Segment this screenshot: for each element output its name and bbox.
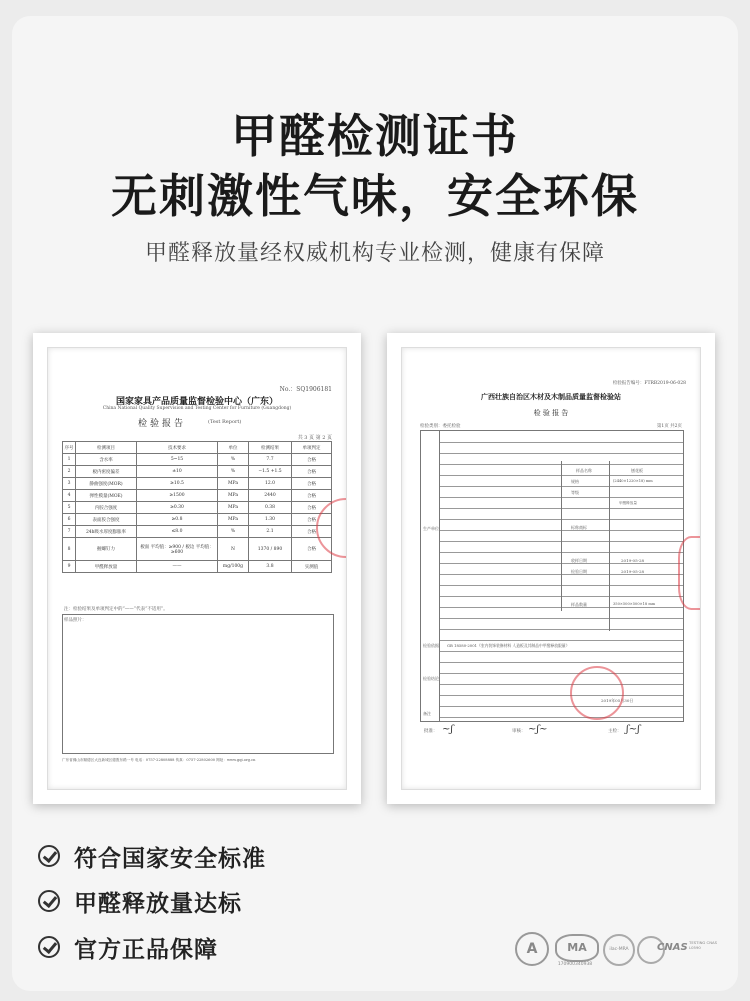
standard: GB 18580-2001《室内装饰装修材料 人造板及其制品中甲醛释放限量》 [447,643,570,648]
table-rule [439,662,683,663]
table-cell: 7.7 [249,454,292,466]
table-cell: 合格 [292,466,332,478]
report-number: 检验报告编号：FTRB2019-06-028 [612,381,686,386]
table-cell: 1370 / 890 [249,538,292,561]
table-cell: 合格 [292,514,332,526]
table-cell: 合格 [292,454,332,466]
product-name: 刨花板 [631,468,643,473]
table-cell: 8 [63,538,76,561]
table-row [63,538,332,561]
table-cell: 静曲强度(MOR) [76,478,137,490]
test-item: 甲醛释放量 [619,501,637,505]
column-header: 单项判定 [292,442,332,454]
check-circle-icon [38,936,60,958]
table-cell: 7 [63,526,76,538]
certificate-document-right [401,347,701,790]
official-seal [570,666,624,720]
table-cell: ≥10.5 [137,478,218,490]
test-type: 检验类别：委托检验 [420,424,461,429]
report-number: No.：SQ1906181 [279,386,332,393]
table-row [63,490,332,502]
table-cell: mg/100g [218,561,249,573]
table-cell: 甲醛释放量 [76,561,137,573]
certificate-frame-right [387,333,715,804]
report-title-en: (Test Report) [208,419,242,425]
sample-size: 350×500×500×18 mm [613,602,656,606]
table-rule [439,442,683,443]
cnas-subtext: TESTING CNAS L0590 [689,940,718,950]
table-cell: % [218,454,249,466]
table-cell: N [218,538,249,561]
table-rule [439,640,683,641]
label-received: 收样日期 [571,558,587,563]
certification-logos [515,932,725,968]
label-spec: 规格 [571,479,579,484]
table-cell: 板面 平均值：≥900 / 板边 平均值：≥600 [137,538,218,561]
conclusion-date: 2019年05月30日 [601,698,634,703]
received-date: 2019-05-28 [621,558,645,563]
table-cell: 握螺钉力 [76,538,137,561]
inspected-date: 2019-05-28 [621,569,645,574]
table-rule [439,629,683,630]
table-cell: 实测值 [292,561,332,573]
table-cell: MPa [218,490,249,502]
table-row [63,561,332,573]
table-cell: 3.8 [249,561,292,573]
ilac-logo-icon: ilac-MRA [603,934,635,966]
table-cell: 2 [63,466,76,478]
signature-inspector: ʃ~ʃ [626,724,640,735]
org-name: 广西壮族自治区木材及木制品质量监督检验站 [481,392,621,401]
table-rule [439,706,683,707]
table-rule [439,695,683,696]
info-table [420,430,684,722]
page-title-line2: 无刺激性气味，安全环保 [111,169,639,223]
spec-value: (2440×1220×18) mm [613,479,653,483]
table-row [63,466,332,478]
table-cell: ±10 [137,466,218,478]
page-info: 第1页 共2页 [656,424,682,429]
table-cell: MPa [218,514,249,526]
label-producer: 生产单位 [423,526,439,531]
table-cell: 合格 [292,538,332,561]
cma-number: 170900340938 [557,962,593,967]
table-cell: ≥0.30 [137,502,218,514]
feature-label: 甲醛释放量达标 [74,890,242,917]
table-cell: 12.0 [249,478,292,490]
feature-label: 符合国家安全标准 [74,845,266,872]
label-grade: 等级 [571,490,579,495]
table-cell: 1.30 [249,514,292,526]
table-row [63,454,332,466]
label-standard: 检验依据 [423,643,439,648]
label-brand: 标称商标 [571,525,587,530]
table-cell: 含水率 [76,454,137,466]
table-cell: ≤8.0 [137,526,218,538]
org-name-en: China National Quality Supervision and Testing Center for Furniture (Guangdong) [102,406,292,411]
table-cell: 合格 [292,502,332,514]
table-cell: 9 [63,561,76,573]
table-cell: 弹性模量(MOE) [76,490,137,502]
report-title: 检验报告 [138,419,187,429]
table-cell: —— [137,561,218,573]
page-subtitle: 甲醛释放量经权威机构专业检测，健康有保障 [144,241,605,266]
check-circle-icon [38,845,60,867]
side-seal [678,536,701,610]
table-row [63,514,332,526]
label-remark: 备注 [423,711,431,716]
label-inspected: 检验日期 [571,569,587,574]
table-rule [439,618,683,619]
sign-label-approve: 批准： [424,729,438,734]
table-cell: 表面胶合强度 [76,514,137,526]
table-cell: 6 [63,514,76,526]
column-header: 检测结果 [249,442,292,454]
table-rule [439,651,683,652]
table-rule [439,717,683,718]
column-header: 技术要求 [137,442,218,454]
table-cell: 合格 [292,478,332,490]
feature-label: 官方正品保障 [74,936,218,963]
table-cell: 5~15 [137,454,218,466]
label-sample-size: 样品数量 [571,602,587,607]
table-row [63,502,332,514]
table-cell: 1 [63,454,76,466]
page-info: 共 3 页 第 2 页 [297,435,332,441]
check-circle-icon [38,890,60,912]
cma-logo-icon: MA [555,934,599,962]
table-cell: 合格 [292,490,332,502]
sign-label-review: 审核： [512,729,526,734]
a-logo-icon: A [515,932,549,966]
table-cell: 2.1 [249,526,292,538]
feature-item [38,884,242,918]
results-table [62,441,332,573]
table-cell: MPa [218,502,249,514]
table-cell: 4 [63,490,76,502]
label-conclusion: 检验结论 [423,676,439,681]
table-cell: MPa [218,478,249,490]
cnas-logo: CNAS [657,942,688,953]
column-header: 序号 [63,442,76,454]
table-rule [439,453,683,454]
certificate-document-left [47,347,347,790]
table-cell: % [218,466,249,478]
signature-review: ~ʃ~ [528,724,548,735]
table-cell: 板内密度偏差 [76,466,137,478]
footer-address: 广东省佛山市顺德区大良新城区德胜东路一号 电话：0757-22808888 传真：0757-22802600 网址：www.gqi.org.cn [62,758,256,762]
org-name-cn: 国家家具产品质量监督检验中心（广东） [115,397,278,407]
table-header-row [63,442,332,454]
column-header: 检测项目 [76,442,137,454]
page-title-line1: 甲醛检测证书 [231,109,519,163]
column-header: 单位 [218,442,249,454]
table-row [63,478,332,490]
sign-label-inspector: 主检： [608,729,622,734]
table-cell: % [218,526,249,538]
table-cell: ≥1500 [137,490,218,502]
feature-item [38,930,218,964]
certificate-frame-left [33,333,361,804]
label-product-name: 样品名称 [576,468,592,473]
table-rule [439,673,683,674]
table-cell: 3 [63,478,76,490]
table-cell: 合格 [292,526,332,538]
signature-approve: ~ʃ [442,724,454,735]
table-cell: 5 [63,502,76,514]
table-row [63,526,332,538]
table-cell: 2440 [249,490,292,502]
table-note: 注：检验结果及单项判定中的“——”代表“不适用”。 [64,607,168,612]
table-cell: 内胶合强度 [76,502,137,514]
table-rule [439,684,683,685]
sample-photo-box [62,614,334,754]
table-cell: 24h吸水厚度膨胀率 [76,526,137,538]
report-title: 检 验 报 告 [533,409,569,417]
table-cell: ≥0.8 [137,514,218,526]
feature-item [38,839,266,873]
table-cell: −1.5 +1.5 [249,466,292,478]
table-cell: 0.38 [249,502,292,514]
sample-photo-label: 样品照片： [64,618,87,623]
